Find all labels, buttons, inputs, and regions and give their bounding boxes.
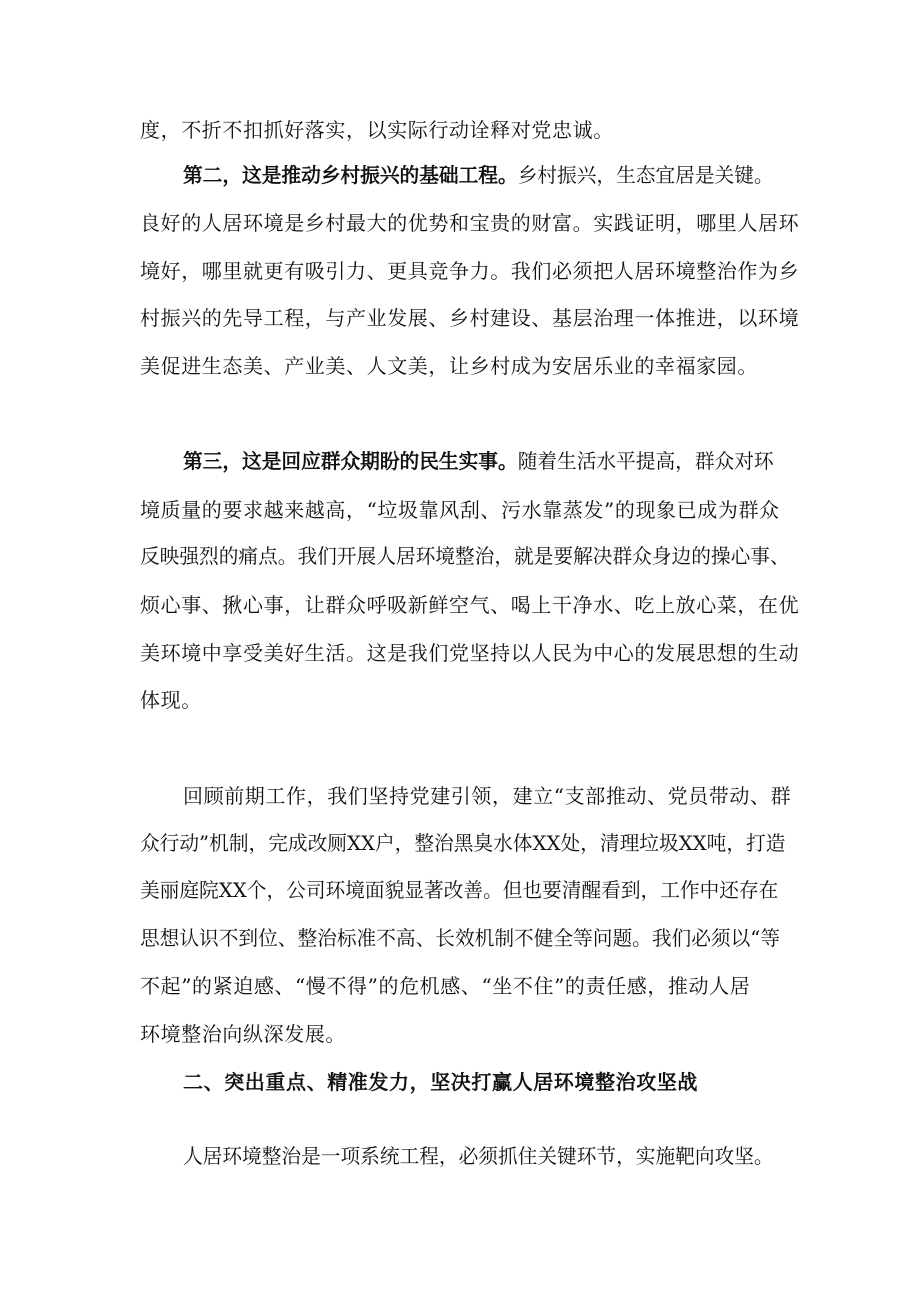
paragraph-line: 众行动”机制，完成改厕XX户，整治黑臭水体XX处，清理垃圾XX吨，打造 [140,832,786,855]
paragraph-line: 反映强烈的痛点。我们开展人居环境整治，就是要解决群众身边的操心事、 [140,545,790,568]
paragraph-line: 村振兴的先导工程，与产业发展、乡村建设、基层治理一体推进，以环境 [140,306,800,330]
paragraph-line: 美促进生态美、产业美、人文美，让乡村成为安居乐业的幸福家园。 [140,354,758,378]
paragraph-line: 烦心事、揪心事，让群众呼吸新鲜空气、喝上干净水、吃上放心菜，在优 [140,593,800,617]
paragraph-lead: 第二，这是推动乡村振兴的基础工程。 [183,164,518,187]
paragraph-text: 随着生活水平提高，群众对环 [517,450,774,473]
paragraph-line: 美丽庭院XX个，公司环境面貌显著改善。但也要清醒看到，工作中还存在 [140,879,779,902]
section-heading: 二、突出重点、精准发力，坚决打赢人居环境整治攻坚战 [183,1070,698,1094]
paragraph-line: 境质量的要求越来越高，“垃圾靠风刮、污水靠蒸发”的现象已成为群众 [140,498,780,522]
paragraph-line: 美环境中享受美好生活。这是我们党坚持以人民为中心的发展思想的生动 [140,641,800,665]
paragraph-line: 回顾前期工作，我们坚持党建引领，建立“支部推动、党员带动、群 [183,784,792,808]
paragraph-line: 思想认识不到位、整治标准不高、长效机制不健全等问题。我们必须以“等 [140,927,781,950]
paragraph-line [183,449,774,475]
paragraph-line: 体现。 [140,688,202,712]
paragraph-line: 环境整治向纵深发展。 [140,1022,346,1046]
paragraph-line: 不起”的紧迫感、“慢不得”的危机感、“坐不住”的责任感，推动人居 [140,974,751,998]
paragraph-line: 境好，哪里就更有吸引力、更具竞争力。我们必须把人居环境整治作为乡 [140,259,800,283]
paragraph-text: 乡村振兴，生态宜居是关键。 [517,164,774,187]
paragraph-line: 良好的人居环境是乡村最大的优势和宝贵的财富。实践证明，哪里人居环 [140,211,800,235]
paragraph-lead: 第三，这是回应群众期盼的民生实事。 [183,450,518,473]
paragraph-line [183,163,774,189]
paragraph-line: 人居环境整治是一项系统工程，必须抓住关键环节，实施靶向攻坚。 [183,1145,774,1168]
paragraph-line: 度，不折不扣抓好落实，以实际行动诠释对党忠诚。 [140,118,614,142]
